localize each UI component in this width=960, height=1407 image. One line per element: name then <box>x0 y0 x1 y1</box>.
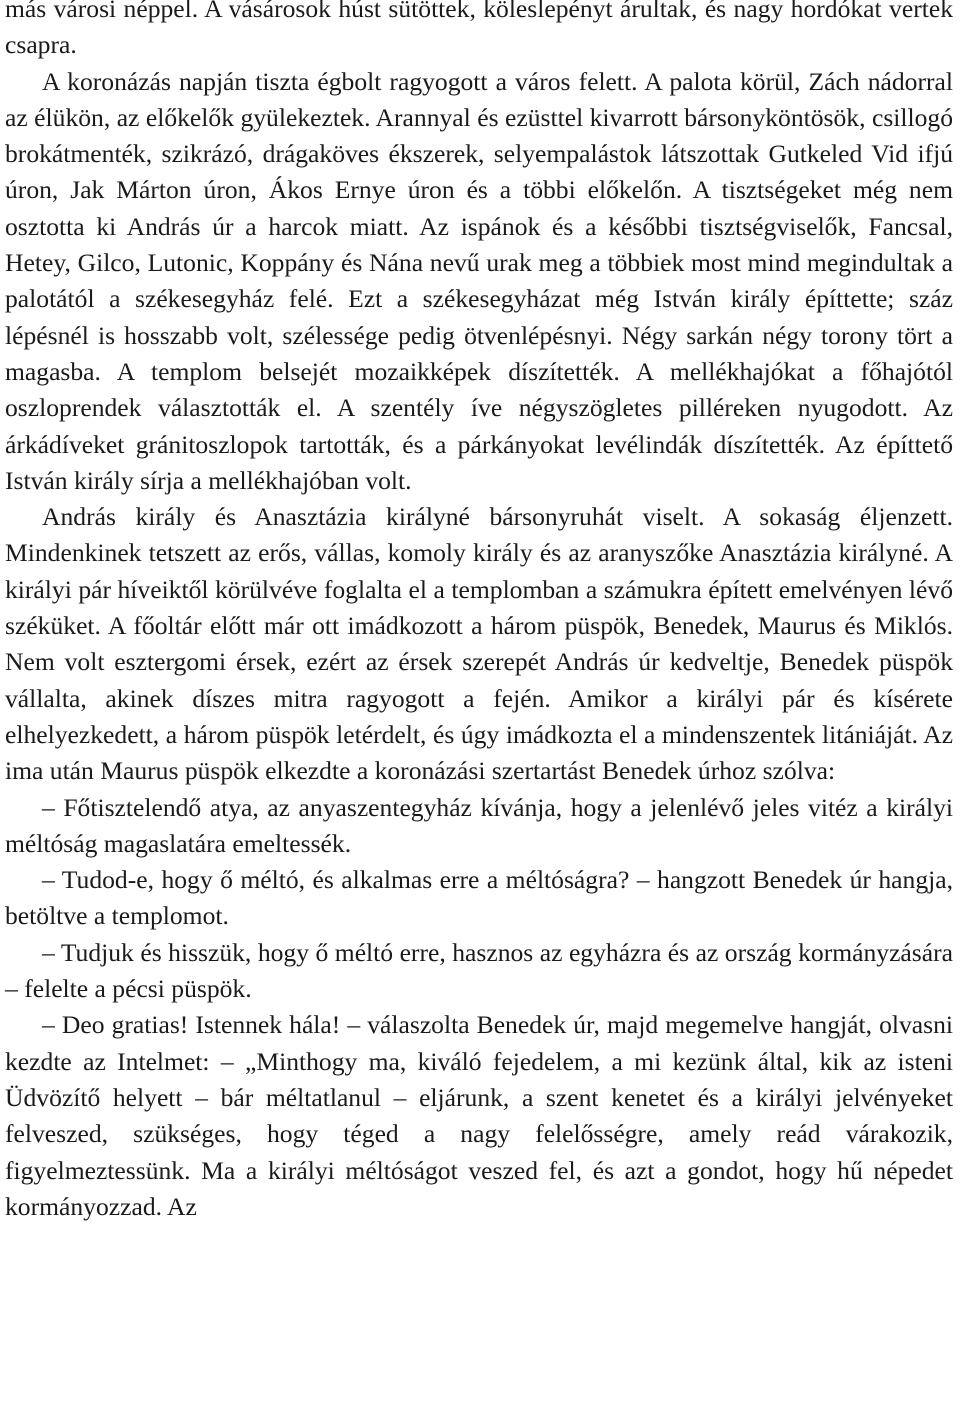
paragraph-3: András király és Anasztázia királyné bársonyruhát viselt. A sokaság éljenzett. Mindenkinek tetszett az erős, vállas, komoly király és az aranyszőke Anasztázia királyné. A királyi pár híveiktől körülvéve foglalta el a templomban a számukra épített emelvényen lévő széküket. A főoltár előtt már ott imádkozott a három püspök, Benedek, Maurus és Miklós. Nem volt esztergomi érsek, ezért az érsek szerepét András úr kedveltje, Benedek püspök vállalta, akinek díszes mitra ragyogott a fején. Amikor a királyi pár és kísérete elhelyezkedett, a három püspök letérdelt, és úgy imádkozta el a mindenszentek litániáját. Az ima után Maurus püspök elkezdte a koronázási szertartást Benedek úrhoz szólva: <box>5 502 953 786</box>
paragraph-1: más városi néppel. A vásárosok húst sütöttek, köleslepényt árultak, és nagy hordókat vertek csapra. <box>5 0 953 60</box>
dialogue-line-2: – Tudod-e, hogy ő méltó, és alkalmas erre a méltóságra? – hangzott Benedek úr hangja, betöltve a templomot. <box>5 865 953 931</box>
dialogue-line-4: – Deo gratias! Istennek hála! – válaszolta Benedek úr, majd megemelve hangját, olvasni kezdte az Intelmet: – „Minthogy ma, kiváló fejedelem, a mi kezünk által, kik az isteni Üdvözítő helyett – bár méltatlanul – eljárunk, a szent kenetet és a királyi jelvényeket felveszed, szükséges, hogy téged a nagy felelősségre, amely reád várakozik, figyelmeztessünk. Ma a királyi méltóságot veszed fel, és azt a gondot, hogy hű népedet kormányozzad. Az <box>5 1010 953 1221</box>
paragraph-2: A koronázás napján tiszta égbolt ragyogott a város felett. A palota körül, Zách nádorral az élükön, az előkelők gyülekeztek. Arannyal és ezüsttel kivarrott bársonyköntösök, csillogó brokátmenték, szikrázó, drágaköves ékszerek, selyempalástok látszottak Gutkeled Vid ifjú úron, Jak Márton úron, Ákos Ernye úron és a többi előkelőn. A tisztségeket még nem osztotta ki András úr a harcok miatt. Az ispánok és a későbbi tisztségviselők, Fancsal, Hetey, Gilco, Lutonic, Koppány és Nána nevű urak meg a többiek most mind megindultak a palotától a székesegyház felé. Ezt a székesegyházat még István király építtette; száz lépésnél is hosszabb volt, szélessége pedig ötvenlépésnyi. Négy sarkán négy torony tört a magasba. A templom belsejét mozaikképek díszítették. A mellékhajókat a főhajótól oszloprendek választották el. A szentély íve négyszögletes pilléreken nyugodott. Az árkádíveket gránitoszlopok tartották, és a párkányokat levélindák díszítették. Az építtető István király sírja a mellékhajóban volt. <box>5 66 953 495</box>
dialogue-line-1: – Főtisztelendő atya, az anyaszentegyház kívánja, hogy a jelenlévő jeles vitéz a királyi méltóság magaslatára emeltessék. <box>5 792 953 858</box>
dialogue-line-3: – Tudjuk és hisszük, hogy ő méltó erre, hasznos az egyházra és az ország kormányzására – felelte a pécsi püspök. <box>5 937 953 1004</box>
